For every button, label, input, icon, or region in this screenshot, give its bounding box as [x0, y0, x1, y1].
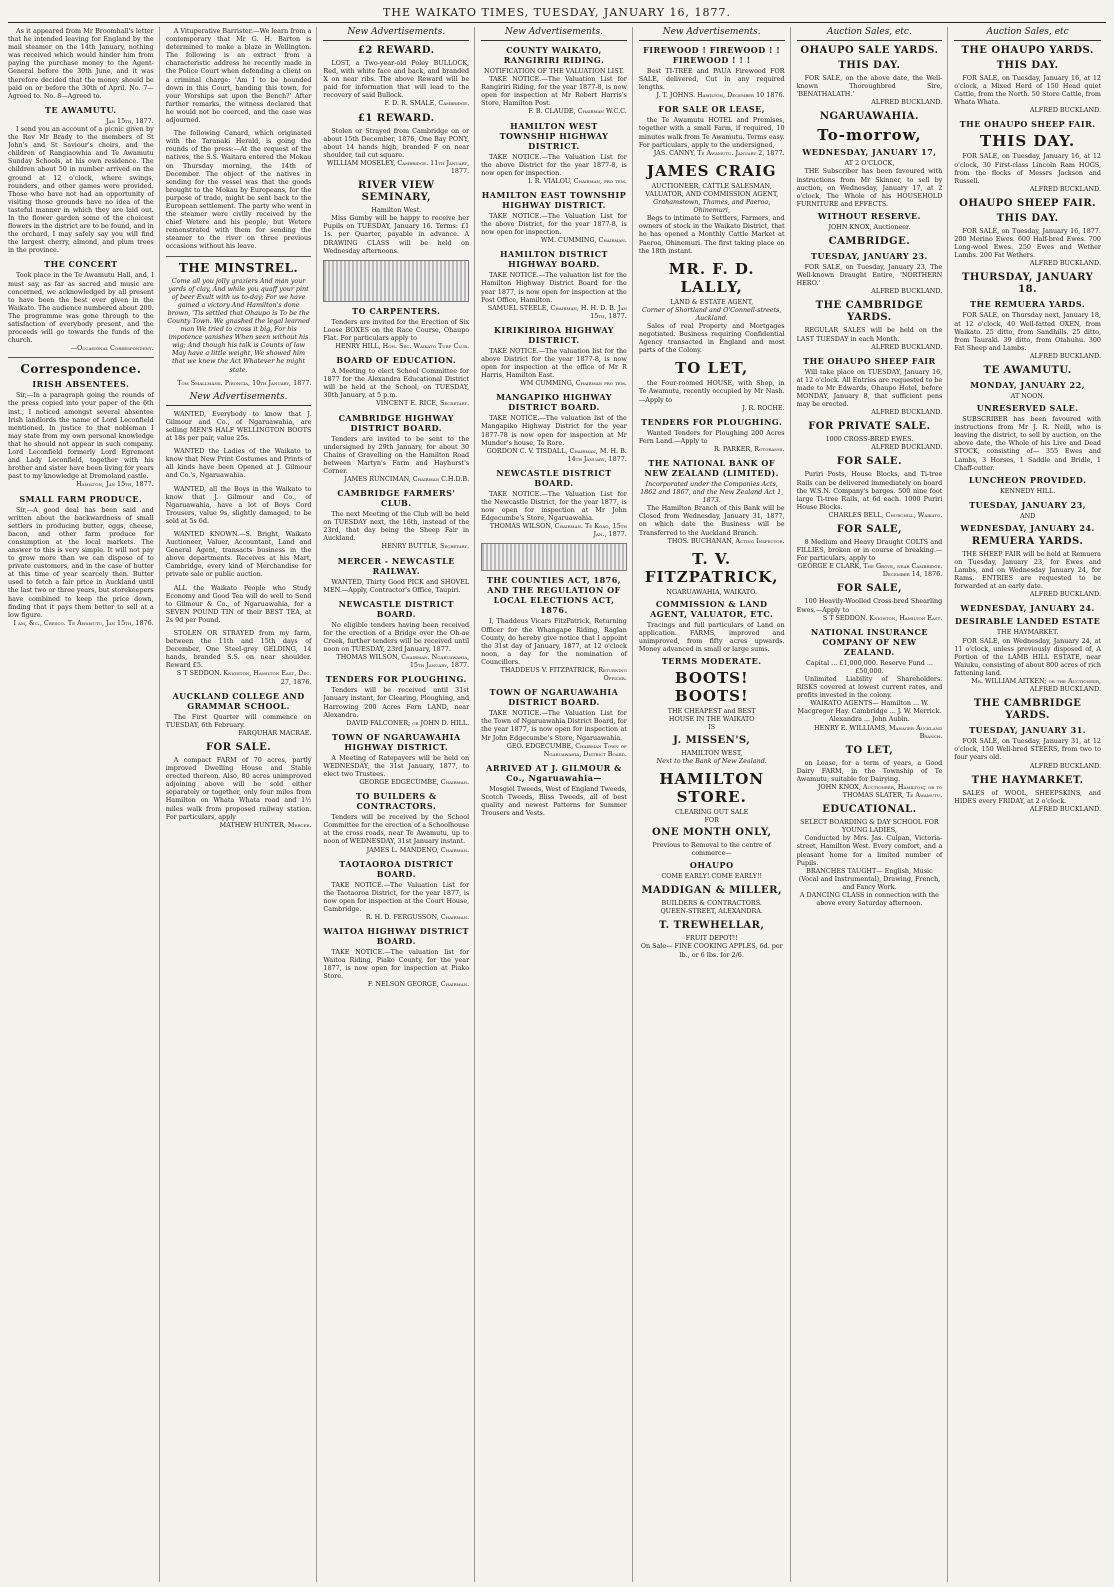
ad-text: Tenders will be received until 31st January instant, for Clearing, Ploughing, and Harrowing 200 Acres Fern LAND, near Alexandra.: [323, 686, 470, 719]
ad-text: THE Subscriber has been favoured with instructions from Mr Skinner, to sell by auction, on Wednesday, January 17, at 2 o'clock, The Whole of his HOUSEHOLD FURNITURE and EFFECTS.: [796, 167, 943, 208]
ad-date: THIS DAY.: [996, 60, 1059, 71]
ad-text: FOR SALE, on Tuesday, January 16, 1877. 200 Merino Ewes. 600 Half-bred Ewes. 700 Long-wool Ewes. 250 Ewes and Wether Lambs. 200 Fat Wethers.: [954, 226, 1101, 260]
ad-text: Tenders will be received by the School Committee for the erection of a Schoolhouse at the cross roads, near Te Awamutu, up to noon of WEDNESDAY, 31st January instant.: [323, 813, 470, 846]
signature: ALFRED BUCKLAND.: [1029, 106, 1101, 115]
signature: ALFRED BUCKLAND.: [1029, 351, 1101, 360]
ad-address: QUEEN-STREET, ALEXANDRA.: [660, 907, 763, 916]
ad-title: DESIRABLE LANDED ESTATE: [954, 616, 1101, 627]
ad-title: HAMILTON EAST TOWNSHIP HIGHWAY DISTRICT.: [481, 189, 627, 210]
column-auctions-1: [797, 27, 949, 1582]
ad-text: WANTED the Ladies of the Waikato to know that New Print Costumes and Prints of all kinds have been Opened at J. Gilmour and Co.'s, Ngaruawahia.: [165, 447, 312, 480]
ad-text: WANTED, Everybody to know that J. Gilmour and Co., of Ngaruawahia, are selling MEN'S HALF WELLINGTON BOOTS at 18s per pair, value 25s.: [165, 409, 312, 443]
ad-text: Tenders are invited to be sent to the undersigned by 29th January, for about 30 Chains of Gravelling on the Hamilton Road between Martyn's Farm and Hayhurst's Corner.: [323, 434, 470, 475]
ad-title: T. V. FITZPATRICK,: [644, 549, 779, 586]
signature: ALFRED BUCKLAND.: [1029, 259, 1101, 268]
ad-text: LOST, a Two-year-old Poley BULLOCK, Red, with white face and back, and branded X on near ribs. The above Reward will be paid for information that will lead to the recovery of said Bullock.: [323, 59, 470, 100]
ad-title: THE OHAUPO SHEEP FAIR.: [959, 119, 1096, 130]
signature: JAMES L. MANDENO, Chairman.: [366, 845, 470, 854]
ad-title: TO LET,: [845, 744, 894, 756]
ad-text: A compact FARM of 70 acres, partly improved Dwelling House and Stable erected thereon. Also, 80 acres unimproved adjoining above will be sold either separately or together, only four miles from Hamilton on Whata Whata road and 1½ miles walk from proposed railway station. For particulars, apply: [165, 755, 312, 821]
ad-title: HAMILTON STORE.: [659, 769, 765, 806]
ad-line: ONE MONTH ONLY,: [652, 826, 772, 838]
ad-subtitle: COMMISSION & LAND AGENT, VALUATOR, ETC.: [650, 598, 774, 619]
ad-title: THE OHAUPO SHEEP FAIR: [803, 355, 936, 366]
ad-text: the Four-roomed HOUSE, with Shop, in Te Awamutu, recently occupied by Mr Nash.—Apply to: [638, 379, 785, 404]
ad-title: RIVER VIEW SEMINARY,: [358, 180, 435, 204]
ad-title: FOR SALE.: [836, 456, 903, 468]
ad-text: FOR SALE, on the above date, the Well-known Thoroughbred Sire, 'BENATHALATH.': [796, 74, 943, 99]
ad-text: REGULAR SALES will be held on the LAST TUESDAY in each Month.: [796, 326, 943, 343]
ad-text: on Lease, for a term of years, a Good Dairy FARM, in the Township of Te Awamutu, suitable for Dairying.: [796, 758, 943, 783]
ad-text: The First Quarter will commence on TUESDAY, 6th February.: [165, 712, 312, 729]
signature: ALFRED BUCKLAND.: [1029, 184, 1101, 193]
divider: [166, 256, 312, 257]
signature: —Occasional Correspondent.: [70, 344, 154, 353]
signature: HENRY HILL, Hon. Sec. Waikato Turf Club.: [335, 341, 470, 350]
ad-title: MADDIGAN & MILLER,: [641, 885, 782, 897]
ad-text: Miss Gumby will be happy to receive her Pupils on TUESDAY, January 16. Terms: £1 1s. per Quarter, payable in advance. A DRAWING CLASS will be held on Wednesday afternoons.: [323, 214, 470, 255]
column-news-2: [166, 27, 318, 1582]
ad-text: TAKE NOTICE.—The Valuation List for Rangiriri Riding, for the year 1877-8, is now open for inspection at Mr Robert Harris's Store, Hamilton Post.: [481, 75, 627, 108]
section-title: SMALL FARM PRODUCE.: [19, 493, 143, 504]
ad-date: To-morrow,: [817, 126, 922, 145]
ad-title: COUNTY WAIKATO, RANGIRIRI RIDING.: [503, 45, 605, 65]
ad-title: THE HAYMARKET.: [971, 774, 1084, 786]
ad-title: OHAUPO SALE YARDS.: [800, 45, 939, 56]
signature: F. D. R. SMALE, Cambridge.: [384, 99, 470, 108]
signature: ALFRED BUCKLAND.: [1029, 590, 1101, 599]
signature: FARQUHAR MACRAE.: [238, 728, 312, 737]
ad-title: TOWN OF NGARUAWAHIA HIGHWAY DISTRICT.: [331, 731, 461, 752]
ad-title: CAMBRIDGE HIGHWAY DISTRICT BOARD.: [338, 412, 454, 433]
ad-text: WANTED KNOWN.—S. Bright, Waikato Auctioneer, Valuer, Accountant, Land and General Agent, transacts business in the above departments. Receives at his Mart, Cambridge, every kind of Merchandise for private sale or public auction.: [165, 529, 312, 579]
ad-address: HAMILTON WEST,: [681, 748, 743, 757]
ad-line: AND: [1019, 511, 1036, 520]
ad-title: JAMES CRAIG: [646, 161, 777, 180]
ad-text: Tenders are invited for the Erection of Six Loose BOXES on the Race Course, Ohaupo Flat. For particulars apply to: [323, 317, 470, 342]
ad-title: THE REMUERA YARDS.: [970, 299, 1086, 310]
signature: I. R. VIALOU, Chairman, pro tem.: [528, 176, 627, 185]
article-body: Took place in the Te Awamutu Hall, and, I must say, as far as sacred and music are concerned, we acknowledged by all present to have been the best ever given in the Waikato. The audience numbered about 200. The programme was gone through to the satisfaction of everybody present, and the proceeds will go towards the funds of the church.: [8, 271, 154, 345]
ad-title: WAITOA HIGHWAY DISTRICT BOARD.: [323, 926, 469, 947]
ad-title: FOR SALE OR LEASE,: [658, 104, 765, 115]
signature: VINCENT E. RICE, Secretary.: [376, 399, 470, 408]
signature: SAMUEL STEELE, Chairman, H. H. D. B. Jan 15th, 1877.: [487, 303, 627, 320]
ad-text: Puriri Posts, House Blocks, and Ti-tree Rails can be delivered immediately on board the W.S.N. Company's barges. 500 nine foot large Ti-tree Rails, at 6d each. 1000 Puriri House Blocks.: [796, 470, 943, 511]
ad-title: MANGAPIKO HIGHWAY DISTRICT BOARD.: [496, 392, 612, 413]
signature: JAMES RUNCIMAN, Chairman C.H.D.B.: [344, 475, 470, 483]
signature: ALFRED BUCKLAND.: [871, 287, 943, 296]
signature: Mr. WILLIAM AITKEN; or the Auctioneer, ALFRED BUCKLAND.: [971, 677, 1101, 694]
section-title: TE AWAMUTU.: [45, 104, 117, 115]
ad-title: £2 REWARD.: [357, 45, 435, 56]
signature: THOS. BUCHANAN, Acting Inspector.: [667, 536, 785, 545]
ad-title: FOR SALE,: [836, 524, 903, 535]
ad-text: FOR SALE, on Wednesday, January 24, at 11 o'clock, unless previously disposed of, A Portion of the LAMB HILL ESTATE, near Waiuku, consisting of about 800 acres of rich fattening land.: [954, 636, 1101, 677]
signature: ALFRED BUCKLAND.: [871, 98, 943, 107]
ad-text: Tracings and full particulars of Land on application. FARMS, improved and unimproved, from fifty acres upwards. Money advanced in small or large sums.: [638, 620, 785, 654]
ad-line: Previous to Removal to the centre of commerce—: [652, 840, 771, 857]
ad-text: Stolen or Strayed from Cambridge on or about 15th December, 1876, One Bay PONY, about 14 hands high, branded F on near shoulder, tail cut square.: [323, 126, 470, 159]
ad-text: Will take place on TUESDAY, January 16, at 12 o'clock. All Entries are requested to be made to Mr Edwards, Ohaupo Hotel, before MONDAY, January 8, that sufficient pens may be erected.: [796, 367, 943, 409]
signature: ALFRED BUCKLAND.: [1029, 804, 1101, 813]
ad-title: HAMILTON WEST TOWNSHIP HIGHWAY DISTRICT.: [499, 120, 609, 151]
section-header: New Advertisements.: [166, 392, 312, 406]
signature: J. T. JOHNS. Hamilton, December 10 1876.: [656, 91, 785, 100]
ad-text: FOR SALE, on Thursday next, January 18, at 12 o'clock, 40 Well-fatted OXEN, from Waikato. 25 ditto, from Sandhills. 25 ditto, from Tauraki. 39 ditto, from Otahuhu. 300 Fat Sheep and Lambs.: [954, 311, 1101, 352]
ad-title: CAMBRIDGE FARMERS' CLUB.: [337, 488, 456, 509]
ad-text: TAKE NOTICE.—The valuation list for the Hamilton Highway District Board for the year 1877, is now open for inspection at the Post Office, Hamilton.: [481, 271, 627, 304]
ad-subtitle: NGARUAWAHIA, WAIKATO.: [666, 587, 758, 596]
signature: F. B. CLAUDE, Chairman W.C.C.: [528, 107, 627, 116]
ad-title: FOR SALE.: [205, 741, 272, 753]
ad-title: THE CAMBRIDGE YARDS.: [815, 300, 924, 324]
ad-line: UNRESERVED SALE.: [976, 403, 1079, 414]
ad-title: J. MISSEN'S,: [673, 734, 751, 746]
ad-title: £1 REWARD.: [357, 112, 435, 124]
ad-text: THE SHEEP FAIR will be held at Remuera on Tuesday, January 23, for Ewes and Lambs, and on Wednesday January 24, for Rams. ENTRIES are requested to be forwarded at an early date.: [954, 549, 1101, 591]
signature: I am, &c., Cresco. Te Awamutu, Jan 15th, 1876.: [13, 618, 154, 627]
ad-text: SALES of WOOL, SHEEPSKINS, and HIDES every FRIDAY, at 2 o'clock.: [954, 788, 1101, 805]
signature: GEORGE EDGECUMBE, Chairman.: [359, 778, 470, 787]
section-title: IRISH ABSENTEES.: [32, 379, 130, 390]
ad-title: MERCER - NEWCASTLE RAILWAY.: [337, 555, 455, 576]
ad-title: TOWN OF NGARUAWAHIA DISTRICT BOARD.: [489, 687, 619, 708]
ad-title: NGARUAWAHIA.: [819, 111, 919, 123]
ad-title: TO LET,: [675, 359, 749, 378]
section-header: Auction Sales, etc.: [797, 27, 943, 41]
ad-line: THE CHEAPEST and BEST: [667, 707, 756, 716]
ad-title: NEWCASTLE DISTRICT BOARD.: [338, 598, 454, 619]
masthead: THE WAIKATO TIMES, TUESDAY, JANUARY 16, 1877.: [8, 6, 1106, 23]
ad-terms: TERMS MODERATE.: [661, 656, 762, 667]
signature: S T SEDDON. Knighton, Hamilton East.: [822, 613, 943, 622]
ad-title: TO CARPENTERS.: [352, 305, 441, 316]
ad-title: REMUERA YARDS.: [971, 535, 1084, 547]
ad-subtitle: AUCTIONEER, CATTLE SALESMAN, VALUATOR, AND COMMISSION AGENT,: [645, 181, 779, 198]
signature: JOHN KNOX, Auctioneer, Hamilton; or to THOMAS SLATER, Te Awamutu.: [817, 782, 943, 800]
letter-body: Sir,—A good deal has been said and written about the backwardness of small settlers in producing butter, eggs, cheese, bacon, and other farm produce for consumption at the local markets. The answer to this is very simple. It will not pay to grow more than we can dispose of to private customers, and in the case of butter at this time of year scarcely then. Butter used to fetch a fair price in Auckland until the last two or three years, but storekeepers have combined to keep the price down, finding that it pays them better to sell at a low figure.: [8, 505, 154, 619]
column-ads-3: [639, 27, 791, 1582]
signature: JAS. CANNY, Te Awamutu. January 2, 1877.: [653, 148, 785, 157]
ad-text: Sales of real Property and Mortgages negotiated. Business requiring Confidential Agency transacted in England and most parts of the Colony.: [638, 321, 785, 355]
ad-text: ALL the Waikato People who Study Economy and Good Tea will do well to Send to Gilmour & Co., of Ngaruawahia, for a SEVEN POUND TIN of their BEST TEA, at 2s 9d per Pound.: [165, 583, 312, 624]
poem: Come all you jolly graziers And man your yards of clay, And while you quaff your pint of beer Exult with us to-day; For we have gained a victory And Hamilton's done brown, 'Tis settled that Ohaupo is To be the County Town. We gnashed the legal learned man We tried to cross it big, For his impotence vanishes When seen without his wig; And though his talk is Counts of law May have a little weight, We showed him that we knew the Act Whatever he might state.: [167, 276, 310, 374]
ad-text: Wanted Tenders for Ploughing 200 Acres Fern Land.—Apply to: [638, 428, 785, 445]
ad-text: 100 Heavily-Woolled Cross-bred Shearling Ewes.—Apply to: [796, 597, 943, 614]
letter-body: Sir,—In a paragraph going the rounds of the press copied into your paper of the 6th inst., I noticed amongst several absentee Irish landlords the name of Lord Leconfield mentioned. In justice to that nobleman I may state from my own personal knowledge that he should not appear in such company. Lord Leconfield formerly Lord Egremont and Lady Leconfield, together with his brother and sister have been living for years past to my knowledge at Dromoland castle.: [8, 391, 154, 481]
column-auctions-2: [954, 27, 1106, 1582]
signature: ALFRED BUCKLAND.: [1029, 761, 1101, 770]
ad-text: WANTED, Thirty Good PICK and SHOVEL MEN.—Apply, Contractor's Office, Taupiri.: [323, 577, 470, 594]
ad-subtitle: FRUIT DEPOT!!: [685, 934, 738, 943]
ad-title: ARRIVED AT J. GILMOUR & Co., Ngaruawahia—: [486, 762, 622, 783]
signature: S T SEDDON. Knighton, Hamilton East, Dec. 27, 1876.: [176, 669, 312, 686]
ad-date: TUESDAY, JANUARY 31.: [969, 725, 1087, 736]
royal-arms-emblem: [481, 543, 627, 571]
section-header: Auction Sales, etc: [954, 27, 1101, 41]
ad-title: TE AWAMUTU.: [983, 364, 1072, 376]
ad-text: TAKE NOTICE.—The Valuation List for the above District, for the year 1877-8, is now open for inspection.: [481, 211, 627, 237]
ad-line: FOR: [704, 815, 719, 824]
ad-text: I, Thaddeus Vicars FitzPatrick, Returning Officer for the Whangape Riding, Raglan County, do hereby give notice that I appoint the 31st day of January, 1877, at 12 o'clock noon, a day for the nomination of Councillors.: [481, 617, 627, 666]
ad-subtitle: BUILDERS & CONTRACTORS.: [661, 899, 762, 908]
ad-address: Corner of Shortland and O'Connell-streets, Auckland.: [641, 305, 782, 322]
ad-line: HOUSE IN THE WAIKATO: [668, 715, 755, 724]
signature: KENNEDY HILL.: [999, 486, 1056, 495]
ad-date: WEDNESDAY, JANUARY 17,: [802, 147, 937, 158]
section-title: THE CONCERT: [44, 259, 118, 270]
ad-title: OHAUPO SHEEP FAIR.: [959, 197, 1097, 209]
ad-line: Capital ... £1,000,000. Reserve Fund ... £50,000.: [805, 658, 933, 675]
ad-text: TAKE NOTICE.—The Valuation List for the Taotaoroa District, for the year 1877, is now open for inspection at the Court House, Cambridge.: [323, 880, 470, 913]
section-heading: Correspondence.: [20, 362, 142, 377]
ad-title: BOOTS! BOOTS!: [674, 669, 749, 706]
ad-title: TAOTAOROA DISTRICT BOARD.: [339, 858, 454, 879]
ad-line: WITHOUT RESERVE.: [817, 210, 921, 221]
ad-title: NEWCASTLE DISTRICT BOARD.: [496, 467, 612, 488]
ad-line: CLEARING OUT SALE: [675, 807, 749, 816]
ad-title: FOR SALE,: [836, 583, 903, 595]
ad-date: WEDNESDAY, JANUARY 24.: [960, 603, 1095, 614]
ad-title: THE NATIONAL BANK OF NEW ZEALAND (LIMITED).: [644, 458, 779, 478]
ad-line: Next to the Bank of New Zealand.: [656, 756, 767, 765]
ad-text: STOLEN OR STRAYED from my farm, between the 11th and 15th days of December, One Steel-grey GELDING, 14 hands, branded S.S. on near shoulder. Reward £5.: [165, 629, 312, 670]
ad-date: TUESDAY, JANUARY 23.: [810, 251, 928, 262]
ad-subtitle: LAND & ESTATE AGENT,: [670, 297, 754, 306]
ad-text: FOR SALE, on Tuesday, January 31, at 12 o'clock, 150 Well-bred STEERS, from two to four years old.: [954, 737, 1101, 762]
article-body: I send you an account of a picnic given by the Rev Mr Brady to the members of St John's and St Saviour's choirs, and the children of Rangiaowhia and Te Awamutu Sunday Schools, at his own residence. The children about 50 in number arrived on the ground at 12 o'clock, where swings, rounders, and other games were provided. Those who have not had an opportunity of visiting those grounds have no idea of the tasteful manner in which they are laid out. In the flower garden some of the choicest flowers in the district are to be found, and in the orchard, I may safely say you will find the largest cherry, almond, and plum trees in the province.: [8, 124, 154, 255]
signature: HENRY E. WILLIAMS, Manager Auckland Branch.: [814, 723, 943, 740]
article-intro: As it appeared from Mr Broomhall's letter that he intended leaving for England by the mail steamer on the 14th January, nothing was received which would hinder him from paying the purchase money to the Agent-General before the 30th June, and it was therefore decided that the money should be paid on or before the 30th of April. No. 7—Agreed to. No. 8—Agreed to.: [8, 27, 154, 100]
signature: DAVID FALCONER; or JOHN D. HILL.: [346, 718, 470, 727]
signature: THOMAS WILSON, Chairman. Te Koao, 15th Jan., 1877.: [489, 522, 627, 539]
ad-text: 8 Medium and Heavy Draught COLTS and FILLIES, broken or in course of breaking.—For particulars, apply to: [796, 538, 943, 563]
ad-text: FOR SALE, on Tuesday, January 16, at 12 o'clock, a Mixed Herd of 150 Head quiet Cattle, from the North. 50 Store Cattle, from Whata Whata.: [954, 74, 1101, 107]
signature: MATHEW HUNTER, Mercer.: [219, 820, 312, 829]
ad-line: BRANCHES TAUGHT— English, Music (Vocal and Instrumental), Drawing, French, and Fancy Work.: [798, 866, 941, 891]
ad-text: FOR SALE, on Tuesday, January 16, at 12 o'clock, 30 First-class Lincoln Ram HOGS, from the flocks of Messrs Jackson and Russell.: [954, 152, 1101, 185]
column-ads-2: [481, 27, 633, 1582]
ad-title: TENDERS FOR PLOUGHING.: [641, 416, 783, 427]
ad-text: FOR SALE, on Tuesday, January 23, The Well-known Draught Entire, 'NORTHERN HERO.': [796, 263, 943, 288]
ad-text: The Hamilton Branch of this Bank will be Closed from Wednesday, January 31, 1877, on which date the Business will be Transferred to the Auckland Branch.: [638, 504, 785, 537]
signature: Tom Smallmans. Pirongia, 10th January, 1877.: [177, 378, 312, 387]
ad-line: LUNCHEON PROVIDED.: [968, 474, 1087, 485]
signature: GEORGE E CLARK, The Grove, near Cambridge. December 14, 1876.: [797, 562, 943, 579]
ad-date: WEDNESDAY, JANUARY 24.: [960, 522, 1095, 533]
ad-title: TENDERS FOR PLOUGHING.: [325, 674, 467, 685]
ad-text: TAKE NOTICE.—The valuation list of the Mangapiko Highway District for the year 1877-78 is now open for inspection at Mr Munder's house, Te Rore.: [481, 414, 627, 447]
signature: JOHN KNOX, Auctioneer.: [828, 222, 911, 231]
ad-text: The next Meeting of the Club will be held on TUESDAY next, the 16th, instead of the 23rd, that day being the Sheep Fair in Auckland.: [323, 510, 470, 543]
ad-text: TAKE NOTICE.—The Valuation List for the Newcastle District, for the year 1877, is now open for inspection at Mr John Edgecumbe's Store, Ngaruawahia.: [481, 489, 627, 523]
signature: R. H. D. FERGUSSON, Chairman.: [365, 913, 470, 921]
signature: ALFRED BUCKLAND.: [871, 408, 943, 417]
ad-date: TUESDAY, JANUARY 23,: [969, 499, 1087, 510]
ad-title: THE COUNTIES ACT, 1876, AND THE REGULATION OF LOCAL ELECTIONS ACT, 1876.: [486, 575, 622, 616]
ad-text: 1000 CROSS-BRED EWES.: [825, 435, 914, 444]
signature: THADDEUS V. FITZPATRICK, Returning Officer.: [500, 666, 627, 683]
ad-title: THE OHAUPO YARDS.: [961, 45, 1094, 56]
signature: Hamilton, Jan 15th, 1877.: [76, 480, 154, 489]
ad-date: THIS DAY.: [979, 132, 1076, 151]
ad-title: MR. F. D. LALLY,: [668, 259, 755, 296]
column-news: [8, 27, 160, 1582]
ad-title: BOARD OF EDUCATION.: [336, 355, 457, 366]
signature: J. R. ROCHE.: [742, 403, 785, 412]
ad-title: T. TREWHELLAR,: [659, 920, 765, 932]
ad-subtitle: Incorporated under the Companies Acts, 1862 and 1867, and the New Zealand Act 1, 1873.: [640, 480, 784, 505]
ad-line: A DANCING CLASS in connection with the above every Saturday afternoon.: [799, 891, 939, 908]
ad-text: TAKE NOTICE.—The Valuation List for the above District for the year 1877-8, is now open for inspection.: [481, 152, 627, 177]
signature: F. NELSON GEORGE, Chairman.: [367, 980, 470, 989]
ad-title: NATIONAL INSURANCE COMPANY OF NEW ZEALAND.: [810, 626, 928, 657]
section-header: New Advertisements.: [323, 27, 469, 41]
columns: [8, 27, 1106, 1582]
column-ads-1: [323, 27, 475, 1582]
ad-line: WAIKATO AGENTS— Hamilton ... W. Macgregor Hay. Cambridge ... J. W. Merrick. Alexandra ... John Aubin.: [797, 699, 942, 724]
signature: ALFRED BUCKLAND.: [871, 443, 943, 452]
ad-address: Grahamstown, Thames, and Paeroa, Ohinemuri,: [653, 198, 771, 215]
ad-text: A Meeting of Ratepayers will be held on WEDNESDAY, the 31st January, 1877, to elect two Trustees.: [323, 753, 470, 778]
section-header: New Advertisements.: [481, 27, 627, 41]
dateline: Jan 15th, 1877.: [106, 116, 154, 125]
ad-text: Conducted by Mrs. Jas. Culpan, Victoria-street, Hamilton West. Every comfort, and a pleasant home for a limited number of Pupils.: [796, 834, 943, 867]
ad-date: THIS DAY.: [838, 60, 901, 71]
article-body: The following Canard, which originated with the Taranaki Herald, is going the rounds of the press:—At the request of the natives, the S.S. Waitara entered the Mokau on Thursday morning, the 14th of December. The object of the natives in sending for the vessel was that the goods brought to the Mokau by Europeans, for the purpose of trade, might be sent back to the European settlement. The party who went in the steamer were civilly received by the chief Wetere and his people, but Wetere remonstrated with them for sending the steamer to the river on three previous occasions without his leave.: [165, 129, 312, 251]
ad-subtitle: SELECT BOARDING & DAY SCHOOL FOR YOUNG LADIES,: [800, 818, 939, 835]
ad-text: Best TI-TREE and PAUA Firewood FOR SALE, delivered, Cut in any required lengths.: [638, 67, 785, 92]
ad-line: OHAUPO: [689, 860, 734, 871]
signature: WILLIAM MOSELEY, Cambridge. 11th January, 1877.: [326, 158, 470, 176]
ad-subtitle: Hamilton West.: [371, 206, 422, 215]
article-body: A Vituperative Barrister.—We learn from a contemporary that Mr G. H. Barton is determined to make a blaze in Wellington. The following is an extract from a characteristic address he recently made in the Police Court when defending a client on a criminal charge: 'Am I to be hounded down in this Court, handing this town, for your Worships sat upon the Bench?' After further remarks, the witness declared that he would not be coerced, and the case was adjourned.: [165, 27, 312, 125]
ad-subtitle: NOTIFICATION OF THE VALUATION LIST.: [484, 67, 624, 75]
ad-title: TO BUILDERS & CONTRACTORS.: [355, 791, 437, 812]
ad-text: Unlimited Liability of Shareholders. RISKS covered at lowest current rates, and profits invested in the colony.: [796, 674, 943, 700]
signature: GORDON C. V. TISDALL, Chairman, M. H. B. 14th January, 1877.: [486, 446, 627, 463]
signature: ALFRED BUCKLAND.: [871, 342, 943, 351]
ad-date: THIS DAY.: [996, 212, 1059, 224]
ad-text: A Meeting to elect School Committee for 1877 for the Alexandra Educational District will be held at the School, on TUESDAY, 30th January, at 5 p.m.: [323, 367, 470, 400]
divider: [8, 357, 154, 358]
ad-title: EDUCATIONAL.: [822, 804, 917, 816]
ad-text: the Te Awamutu HOTEL and Premises, together with a small Farm, if required, 10 minutes walk from Te Awamutu. Terms easy. For particulars, apply to the undersigned,: [638, 116, 785, 149]
ad-title: FIREWOOD ! FIREWOOD ! ! FIREWOOD ! ! !: [643, 45, 781, 65]
ad-text: TAKE NOTICE.—The valuation list for Waitoa Riding, Piako County, for the year 1877, is now open for inspection at Piako Store.: [323, 948, 470, 981]
ad-title: CAMBRIDGE.: [828, 236, 911, 248]
ad-date: MONDAY, JANUARY 22,: [970, 379, 1085, 390]
ad-text: TAKE NOTICE.—The valuation list for the above District for the year 1877-8, is now open for inspection at the office of Mr R Harris, Hamilton East.: [481, 346, 627, 380]
ad-line: COME EARLY! COME EARLY!!: [661, 872, 763, 881]
signature: GEO. EDGECUMBE, Chairman Town of Ngaruawahia, District Board.: [506, 741, 627, 758]
ad-text: TAKE NOTICE.—The Valuation List for the Town of Ngaruawahia District Board, for the year 1877, is now open for inspection at Mr John Edgecumbe's Store, Ngaruawahia.: [481, 709, 627, 742]
ad-title: AUCKLAND COLLEGE AND GRAMMAR SCHOOL.: [172, 690, 305, 711]
ad-time: AT 2 O'CLOCK,: [844, 159, 895, 168]
signature: WM. CUMMING, Chairman.: [540, 236, 627, 245]
ad-text: SUBSCRIBER has been favoured with instructions from Mr J. R. Neill, who is leaving the district, to sell by auction, on the above date, the Whole of his Live and Dead STOCK, consisting of— 355 Ewes and Lambs, 3 Horses, 1 Saddle and Bridle, 1 Chaff-cutter.: [954, 415, 1101, 472]
signature: HENRY BUTTLE, Secretary.: [381, 542, 470, 551]
ad-text: WANTED, all the Boys in the Waikato to know that J. Gilmour and Co., of Ngaruawahia, have a lot of Boys Cord Trousers, value 9s, slightly damaged, to be sold at 5s 6d.: [165, 484, 312, 525]
ad-title: HAMILTON DISTRICT HIGHWAY BOARD.: [500, 249, 608, 270]
ad-line: IS: [708, 723, 716, 732]
signature: R. PARKER, Rotorangi.: [713, 444, 785, 453]
ad-title: FOR PRIVATE SALE.: [808, 421, 931, 433]
horse-engraving: [323, 260, 469, 302]
ad-title: THE CAMBRIDGE YARDS.: [973, 698, 1082, 722]
signature: THOMAS WILSON, Chairman. Ngaruawahia, 15th January, 1877.: [336, 653, 470, 670]
ad-date: THURSDAY, JANUARY 18.: [961, 272, 1094, 296]
signature: WM CUMMING, Chairman pro tem.: [520, 379, 627, 388]
section-heading: THE MINSTREL.: [178, 260, 299, 275]
ad-text: Begs to intimate to Settlers, Farmers, and owners of stock in the Waikato District, that he has opened a Monthly Cattle Market at Paeroa, Ohinemuri. The first taking place on the 18th instant.: [638, 214, 785, 255]
signature: CHARLES BELL, Churchill, Waikato.: [828, 510, 943, 519]
ad-text: On Sale— FINE COOKING APPLES, 6d. per lb., or 6 lbs. for 2/6.: [640, 942, 783, 959]
ad-subtitle: THE HAYMARKET.: [996, 628, 1059, 637]
section-header: New Advertisements.: [639, 27, 785, 41]
ad-title: KIRIKIRIROA HIGHWAY DISTRICT.: [494, 324, 614, 345]
ad-text: Mosgiel Tweeds, West of England Tweeds, Scotch Tweeds, Bliss Tweeds, all of best quality and newest Patterns for Summer Trousers and Vests.: [481, 784, 627, 818]
ad-text: No eligible tenders having been received for the erection of a Bridge over the Oh-ae Creek, further tenders will be received until noon on TUESDAY, 23rd January, 1877.: [323, 620, 470, 654]
ad-time: AT NOON.: [1010, 391, 1045, 400]
